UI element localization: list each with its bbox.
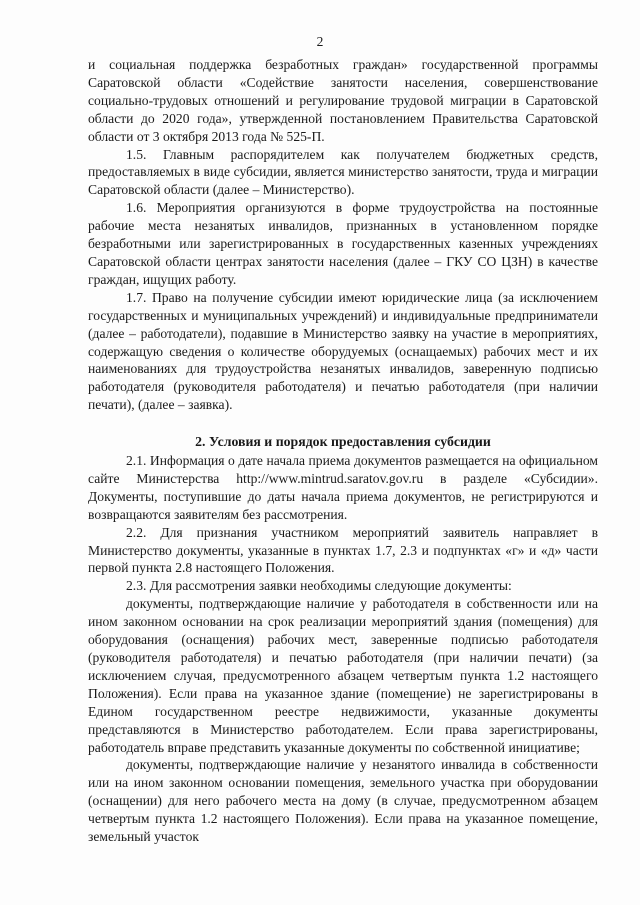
paragraph-1-7: 1.7. Право на получение субсидии имеют юридические лица (за исключением государственных и муниципальных учреждений) и индивидуальные предприниматели (далее – работодатели), подавшие в Министерство заявку на участие в мероприятиях, содержащую сведения о количестве оборудуемых (оснащаемых) рабочих мест и их наименованиях для трудоустройства незанятых инвалидов, заверенную подписью работодателя (руководителя работодателя) и печатью работодателя (при наличии печати), (далее – заявка). [88,289,598,413]
paragraph-continuation: и социальная поддержка безработных граждан» государственной программы Саратовской области «Содействие занятости населения, совершенствование социально-трудовых отношений и регулирование трудовой миграции в Саратовской области до 2020 года», утвержденной постановлением Правительства Саратовской области от 3 октября 2013 года № 525-П. [88,57,598,144]
document-body [88,56,598,846]
paragraph-2-3-documents-home: документы, подтверждающие наличие у незанятого инвалида в собственности или на ином законном основании помещения, земельного участка при оборудовании (оснащении) для него рабочего места на дому (в случае, предусмотренном абзацем четвертым пункта 1.2 настоящего Положения). Если права на указанное помещение, земельный участок [88,757,598,845]
page-number: 2 [316,34,324,49]
paragraph-2-2: 2.2. Для признания участником мероприятий заявитель направляет в Министерство документы, указанные в пунктах 1.7, 2.3 и подпунктах «г» и «д» части первой пункта 2.8 настоящего Положения. [88,524,598,576]
paragraph-2-1: 2.1. Информация о дате начала приема документов размещается на официальном сайте Министерства http://www.mintrud.saratov.gov.ru в разделе «Субсидии». Документы, поступившие до даты начала приема документов, не регистрируются и возвращаются заявителям без рассмотрения. [88,453,598,522]
paragraph-2-3-documents-building: документы, подтверждающие наличие у работодателя в собственности или на ином законном основании на срок реализации мероприятий здания (помещения) для оборудования (оснащения) рабочих мест, заверенные подписью работодателя (руководителя работодателя) и печатью работодателя (при наличии печати) (за исключением случая, предусмотренного абзацем четвертым пункта 1.2 настоящего Положения). Если права на указанное здание (помещение) не зарегистрированы в Едином государственном реестре недвижимости, указанные документы представляются в Министерство работодателем. Если права зарегистрированы, работодатель вправе представить указанные документы по собственной инициативе; [88,596,598,755]
paragraph-1-5: 1.5. Главным распорядителем как получателем бюджетных средств, предоставляемых в виде субсидии, является министерство занятости, труда и миграции Саратовской области (далее – Министерство). [88,146,598,198]
paragraph-1-6: 1.6. Мероприятия организуются в форме трудоустройства на постоянные рабочие места незанятых инвалидов, признанных в установленном порядке безработными или зарегистрированных в государственных казенных учреждениях Саратовской области центрах занятости населения (далее – ГКУ СО ЦЗН) в качестве граждан, ищущих работу. [88,200,598,287]
paragraph-2-3: 2.3. Для рассмотрения заявки необходимы следующие документы: [126,578,512,594]
section-heading-2: 2. Условия и порядок предоставления субсидии [195,434,491,450]
